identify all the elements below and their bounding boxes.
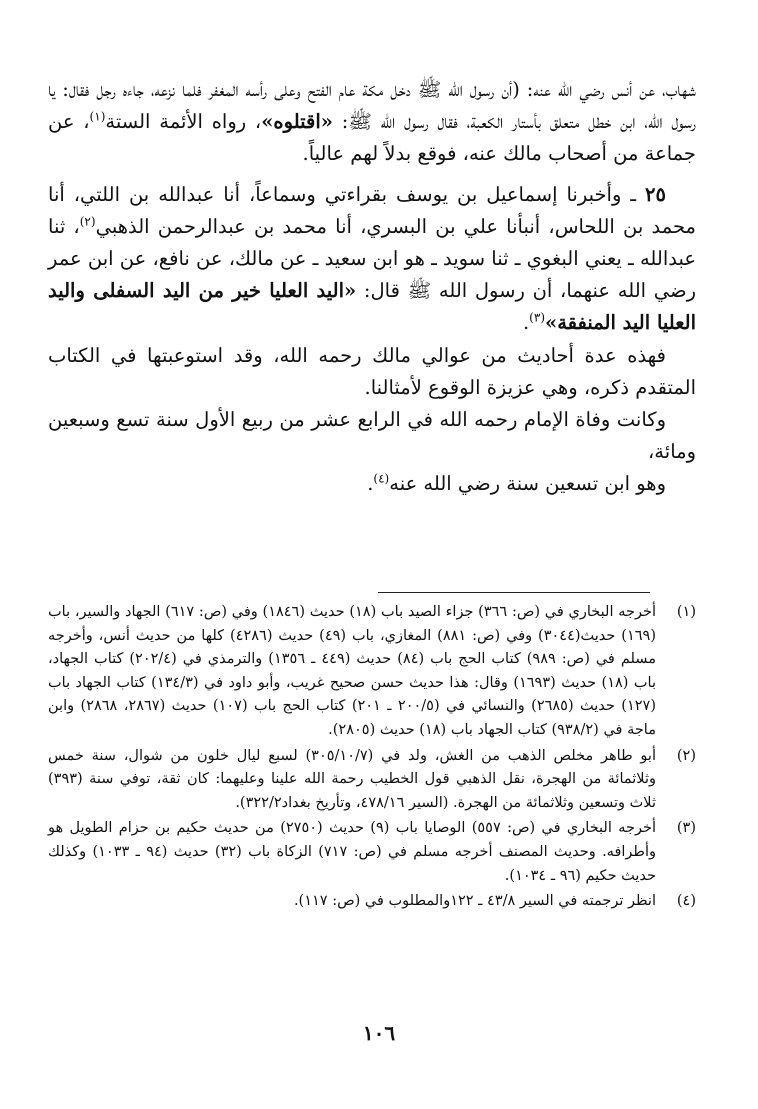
footnote-ref-2[interactable]: (٢): [79, 214, 96, 229]
hadith-quote: «اقتلوه»: [261, 110, 333, 134]
footnote-text: أبو طاهر مخلص الذهب من الغش، ولد في (٣٠٥/١٠/٧) لسبع ليال خلون من شوال، سنة خمس وثلاثمائة من الهجرة، نقل الذهبي قول الخطيب رحمة الله علينا وعليهما: كان ثقة، توفي سنة (٣٩٣) ثلاث وتسعين وثلاثمائة من الهجرة. (السير ٤٧٨/١٦، وتأريخ بغداد٣٢٢/٢).: [48, 747, 656, 811]
footnote-number: (٤): [676, 893, 696, 910]
footnote-4: [48, 890, 696, 914]
footnote-divider: [378, 592, 650, 593]
paragraph-4: وكانت وفاة الإمام رحمه الله في الرابع عشر من ربيع الأول سنة تسع وسبعين ومائة،: [48, 408, 696, 464]
footnote-ref-3[interactable]: (٣): [529, 310, 545, 325]
footnote-number: (٢): [676, 747, 696, 764]
footnote-3: [48, 817, 696, 888]
footnote-text: أخرجه البخاري في (ص: ٥٥٧) الوصايا باب (٩) حديث (٢٧٥٠) من حديث حكيم بن حزام الطويل هو وأطرافه. وحديث المصنف أخرجه مسلم في (ص: ٧١٧) الزكاة باب (٣٢) حديث (٩٤ ـ ١٠٣٣) وكذلك حديث حكيم (٩٦ ـ ١٠٣٤).: [48, 820, 656, 884]
footnote-text: انظر ترجمته في السير ٤٣/٨ ـ ١٢٢والمطلوب في (ص: ١١٧).: [293, 893, 656, 910]
footnote-2: [48, 745, 696, 816]
footnote-text: أخرجه البخاري في (ص: ٣٦٦) جزاء الصيد باب (١٨) حديث (١٨٤٦) وفي (ص: ٦١٧) الجهاد والسير، باب (١٦٩) حديث(٣٠٤٤) وفي (ص: ٨٨١) المغازي، باب (٤٩) حديث (٤٢٨٦) كلها من حديث أنس، وأخرجه مسلم في (ص: ٩٨٩) كتاب الحج باب (٨٤) حديث (٤٤٩ ـ ١٣٥٦) والترمذي في (٢٠٢/٤) كتاب الجهاد، باب (١٨) حديث (١٦٩٣) وقال: هذا حديث حسن صحيح غريب، وأبو داود في (١٣٤/٣) كتاب الجهاد باب (١٢٧) حديث (٢٦٨٥) والنسائي في (٢٠٠/٥ ـ ٢٠١) كتاب الحج باب (١٠٧) حديث (٢٨٦٧، ٢٨٦٨) وابن ماجة في (٩٣٨/٢) كتاب الجهاد باب (١٨) حديث (٢٨٠٥).: [48, 604, 657, 738]
main-text: [48, 74, 696, 501]
footnote-ref-1[interactable]: (١): [89, 109, 106, 124]
hadith-number: ٢٥: [645, 182, 666, 206]
page-number: ١٠٦: [362, 1021, 396, 1045]
footnote-1: [48, 601, 696, 743]
paragraph-5: وهو ابن تسعين سنة رضي الله عنه$^{(٤)}$.: [367, 471, 666, 496]
paragraph-3: فهذه عدة أحاديث من عوالي مالك رحمه الله، وقد استوعبتها في الكتاب المتقدم ذكره، وهي عزيزة الوقوع لأمثالنا.: [48, 343, 696, 399]
footnote-ref-4[interactable]: (٤): [373, 471, 390, 486]
footnotes: [48, 601, 696, 916]
footnote-number: (١): [676, 604, 696, 620]
footnote-number: (٣): [676, 820, 696, 837]
paragraph-2: ٢٥ ـ وأخبرنا إسماعيل بن يوسف بقراءتي وسماعاً، أنا عبدالله بن اللتي، أنا محمد بن اللحاس، أنبأنا علي بن البسري، أنا محمد بن عبدالرحمن الذهبي$^{(٢)}$، ثنا عبدالله ـ يعني البغوي ـ ثنا سويد ـ هو ابن سعيد ـ عن مالك، عن نافع، عن ابن عمر رضي الله عنهما، أن رسول الله ﷺ قال: «اليد العليا خير من اليد السفلى واليد العليا اليد المنفقة»$^{(٣)}$.: [48, 182, 696, 335]
hadith-quote: «اليد العليا خير من اليد السفلى واليد العليا اليد المنفقة»: [48, 279, 696, 335]
paragraph-1: شهاب، عن أنس رضي الله عنه: (أن رسول الله ﷺ دخل مكة عام الفتح وعلى رأسه المغفر فلما نزعه، جاءه رجل فقال: يا رسول الله، ابن خطل متعلق بأستار الكعبة، فقال رسول الله ﷺ: «اقتلوه»، رواه الأئمة الستة$^{(١)}$، عن جماعة من أصحاب مالك عنه، فوقع بدلاً لهم عالياً.: [48, 78, 696, 166]
